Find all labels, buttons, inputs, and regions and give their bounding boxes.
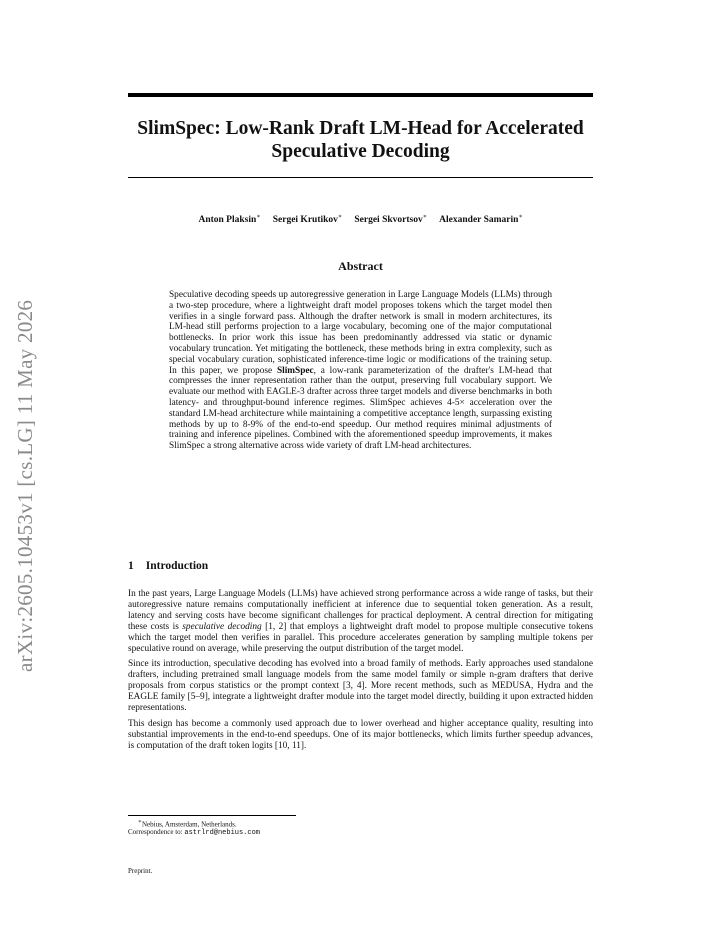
footnote-rule <box>128 815 296 816</box>
abstract-body: Speculative decoding speeds up autoregressive generation in Large Language Models (LLMs) through a two-step procedure, where a lightweight draft model proposes tokens which the target model then verifies in a single forward pass. Although the drafter network is small in modern architectures, its LM-head still performs projection to a large vocabulary, becoming one of the major computational bottlenecks. In prior work this issue has been predominantly addressed via static or dynamic vocabulary truncation. Yet mitigating the bottleneck, these methods bring in extra complexity, such as special vocabulary curation, sophisticated inference-time logic or modifications of the training setup. In this paper, we propose SlimSpec, a low-rank parameterization of the drafter's LM-head that compresses the inner representation rather than the output, preserving full vocabulary support. We evaluate our method with EAGLE-3 drafter across three target models and diverse benchmarks in both latency- and throughput-bound inference regimes. SlimSpec achieves 4-5× acceleration over the standard LM-head architecture while maintaining a competitive acceptance length, surpassing existing methods by up to 8-9% of the end-to-end speedup. Our method requires minimal adjustments of training and inference pipelines. Combined with the aforementioned speedup improvements, it makes SlimSpec a strong alternative across wide variety of draft LM-head architectures. <box>169 290 553 452</box>
email-link[interactable]: astrlrd@nebius.com <box>184 829 260 837</box>
footnote-affiliation: ∗Nebius, Amsterdam, Netherlands. <box>138 819 237 829</box>
paragraph: Since its introduction, speculative decoding has evolved into a broad family of methods. Early approaches used standalone drafters, including pretrained small language models from the same model family or simple n-gram drafters that derive proposals from corpus statistics or the prompt context [3, 4]. More recent methods, such as MEDUSA, Hydra and the EAGLE family [5–9], integrate a lightweight drafter module into the target model directly, building it upon extracted hidden representations. <box>128 659 593 714</box>
footnote-correspondence: Correspondence to: astrlrd@nebius.com <box>128 828 260 837</box>
author-list <box>128 213 593 225</box>
section-heading: 1 Introduction <box>128 560 209 572</box>
title-bottom-rule <box>128 177 593 178</box>
preprint-label: Preprint. <box>128 867 153 875</box>
paragraph: This design has become a commonly used approach due to lower overhead and higher acceptance quality, resulting into substantial improvements in the end-to-end speedups. One of its major bottlenecks, which limits further speedup advances, is computation of the draft token logits [10, 11]. <box>128 718 593 751</box>
abstract-heading: Abstract <box>338 259 383 273</box>
introduction-body <box>128 589 593 757</box>
author: Alexander Samarin∗ <box>439 214 523 226</box>
author: Sergei Krutikov∗ <box>272 214 342 226</box>
author: Anton Plaksin∗ <box>198 214 261 226</box>
title-top-rule <box>128 93 593 97</box>
paragraph: In the past years, Large Language Models (LLMs) have achieved strong performance across a wide range of tasks, but their autoregressive nature remains computationally inefficient at inference due to sequential token generation. As a result, latency and serving costs have become significant challenges for practical deployment. A central direction for mitigating these costs is speculative decoding [1, 2] that employs a lightweight draft model to propose multiple consecutive tokens which the target model then verifies in parallel. This procedure accelerates generation by sampling multiple tokens per speculative round on average, while preserving the output distribution of the target model. <box>128 589 593 654</box>
arxiv-identifier: arXiv:2605.10453v1 [cs.LG] 11 May 2026 <box>13 299 37 672</box>
author: Sergei Skvortsov∗ <box>354 214 427 226</box>
method-name: SlimSpec <box>276 365 314 376</box>
paper-title: SlimSpec: Low-Rank Draft LM-Head for Accelerated Speculative Decoding <box>137 118 584 162</box>
